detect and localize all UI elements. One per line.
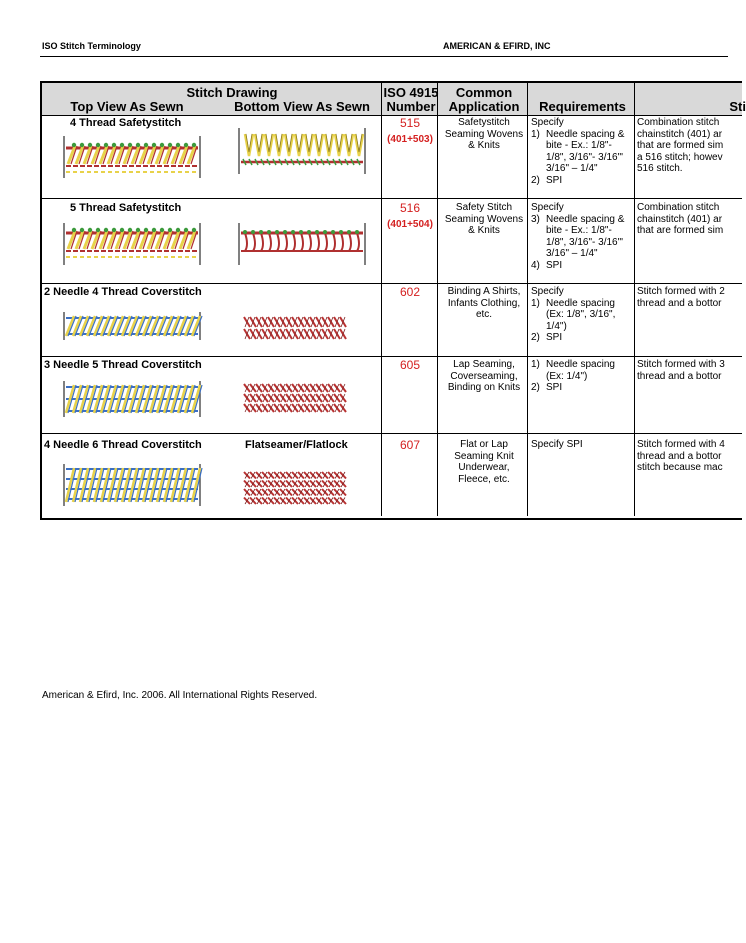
iso-number: 516 [399,201,421,215]
document-title: ISO Stitch Terminology [42,41,141,51]
iso-combination: (401+504) [387,219,433,230]
table-row [42,284,742,357]
col-app-line2: Application [448,99,520,114]
header-rule [40,56,728,57]
col-iso-line1: ISO 4915 [383,85,439,100]
requirements: Specify 3) Needle spacing & bite - Ex.: 1/8"- 1/8", 3/16"- 3/16"' 3/16" – 1/4" 4) SPI [531,202,625,271]
col-app-line1: Common [455,85,513,100]
stitch-name: 3 Needle 5 Thread Coverstitch [44,359,202,371]
col-stitch-desc: Sti [729,99,746,114]
coverstitch-top-drawing [62,381,202,417]
stitch-description: Combination stitch chainstitch (401) ar that are formed sim a 516 stitch; howev 516 stitch. [637,117,724,174]
requirements: Specify 1) Needle spacing (Ex: 1/8", 3/16", 1/4") 2) SPI [531,286,616,343]
iso-combination: (401+503) [387,134,433,145]
safetystitch-top-drawing [62,134,202,180]
safetystitch-bottom-drawing [237,126,367,176]
col-iso-line2: Number [386,99,436,114]
common-application: Safety Stitch Seaming Wovens & Knits [444,202,524,236]
stitch-description: Stitch formed with 2 thread and a bottor [637,286,725,309]
table-row [42,434,742,516]
stitch-name: 4 Thread Safetystitch [70,117,182,129]
safetystitch-bottom-drawing [237,221,367,267]
stitch-description: Combination stitch chainstitch (401) ar that are formed sim [637,202,724,236]
table-row [42,116,742,199]
requirements: Specify 1) Needle spacing & bite - Ex.: 1/8"- 1/8", 3/16"- 3/16"' 3/16" – 1/4" 2) SPI [531,117,625,186]
common-application: Safetystitch Seaming Wovens & Knits [444,117,524,151]
common-application: Binding A Shirts, Infants Clothing, etc. [447,286,521,320]
coverstitch-bottom-drawing [242,316,347,340]
col-requirements: Requirements [539,99,626,114]
flatlock-bottom-drawing [242,471,347,505]
table-row [42,357,742,434]
stitch-table [40,81,746,520]
stitch-name: 4 Needle 6 Thread Coverstitch [44,439,202,451]
coverstitch-bottom-drawing [242,383,347,413]
requirements: 1) Needle spacing (Ex: 1/4") 2) SPI [531,359,615,393]
iso-number: 605 [399,358,421,372]
col-bottom-view: Bottom View As Sewn [234,99,370,114]
iso-number: 607 [399,438,421,452]
common-application: Lap Seaming, Coverseaming, Binding on Knits [447,359,521,393]
stitch-description: Stitch formed with 4 thread and a bottor stitch because mac [637,439,725,473]
stitch-name: 2 Needle 4 Thread Coverstitch [44,286,202,298]
bottom-view-label: Flatseamer/Flatlock [245,439,348,451]
coverstitch-top-drawing [62,464,202,506]
iso-number: 515 [399,116,421,130]
common-application: Flat or Lap Seaming Knit Underwear, Fleece, etc. [454,439,514,485]
safetystitch-top-drawing [62,221,202,267]
col-stitch-drawing: Stitch Drawing [186,85,278,100]
stitch-description: Stitch formed with 3 thread and a bottor [637,359,725,382]
stitch-name: 5 Thread Safetystitch [70,202,182,214]
company-name: AMERICAN & EFIRD, INC [443,41,551,51]
table-header [42,83,746,116]
col-top-view: Top View As Sewn [70,99,184,114]
coverstitch-top-drawing [62,312,202,340]
table-row [42,199,742,284]
iso-number: 602 [399,285,421,299]
copyright-footer: American & Efird, Inc. 2006. All International Rights Reserved. [42,690,318,701]
requirements: Specify SPI [531,439,583,450]
